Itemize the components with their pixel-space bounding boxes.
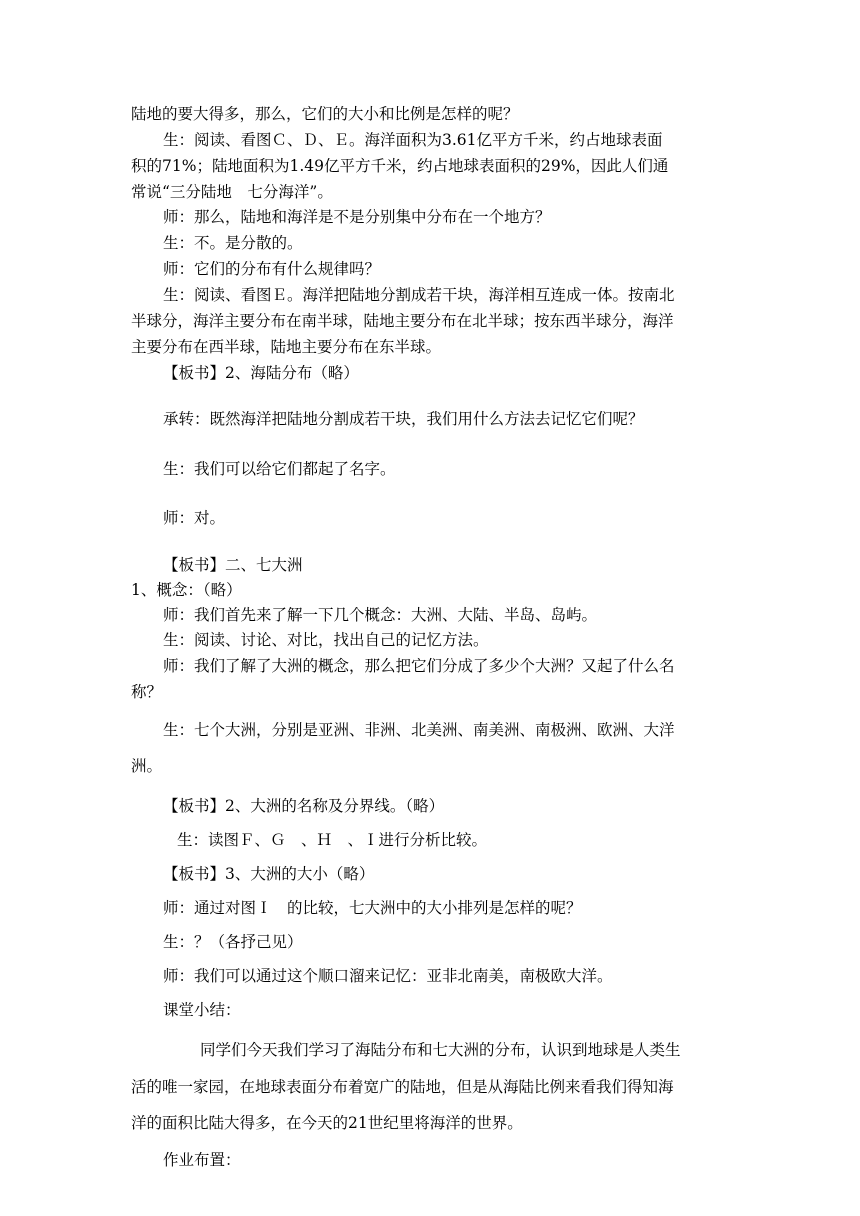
paragraph-line: 同学们今天我们学习了海陆分布和七大洲的分布，认识到地球是人类生: [200, 1041, 681, 1059]
board-note: 【板书】2、大洲的名称及分界线。（略）: [163, 797, 445, 815]
paragraph-line: 半球分，海洋主要分布在南半球，陆地主要分布在北半球；按东西半球分，海洋: [131, 312, 674, 330]
paragraph-line: 承转：既然海洋把陆地分割成若干块，我们用什么方法去记忆它们呢？: [163, 410, 644, 428]
paragraph-line: 师：那么，陆地和海洋是不是分别集中分布在一个地方？: [163, 208, 551, 226]
paragraph-line: 生：阅读、看图Ｃ、Ｄ、Ｅ。海洋面积为3.61亿平方千米，约占地球表面: [163, 131, 663, 149]
paragraph-line: 生：不。是分散的。: [163, 234, 303, 252]
paragraph-line: 生：我们可以给它们都起了名字。: [163, 460, 396, 478]
paragraph-line: 生：阅读、看图Ｅ。海洋把陆地分割成若干块，海洋相互连成一体。按南北: [163, 286, 675, 304]
paragraph-line: 师：通过对图Ｉ 的比较，七大洲中的大小排列是怎样的呢？: [163, 899, 582, 917]
paragraph-line: 陆地的要大得多，那么，它们的大小和比例是怎样的呢？: [131, 105, 519, 123]
paragraph-line: 活的唯一家园，在地球表面分布着宽广的陆地，但是从海陆比例来看我们得知海: [131, 1078, 674, 1096]
section-heading: 课堂小结：: [163, 1001, 241, 1019]
paragraph-line: 师：我们了解了大洲的概念，那么把它们分成了多少个大洲？又起了什么名: [163, 657, 675, 675]
paragraph-line: 洲。: [131, 757, 163, 775]
paragraph-line: 师：我们首先来了解一下几个概念：大洲、大陆、半岛、岛屿。: [163, 606, 598, 624]
paragraph-line: 师：我们可以通过这个顺口溜来记忆：亚非北南美，南极欧大洋。: [163, 967, 613, 985]
paragraph-line: 称？: [131, 683, 163, 701]
paragraph-line: 积的71%；陆地面积为1.49亿平方千米，约占地球表面积的29%，因此人们通: [131, 157, 669, 175]
paragraph-line: 1、概念：（略）: [131, 581, 242, 599]
paragraph-line: 生：七个大洲，分别是亚洲、非洲、北美洲、南美洲、南极洲、欧洲、大洋: [163, 721, 675, 739]
paragraph-line: 常说“三分陆地 七分海洋”。: [131, 183, 333, 201]
paragraph-line: 生：阅读、讨论、对比，找出自己的记忆方法。: [163, 631, 489, 649]
paragraph-line: 师：对。: [163, 509, 226, 527]
section-heading: 作业布置：: [163, 1151, 241, 1169]
board-note: 【板书】2、海陆分布（略）: [163, 364, 359, 382]
paragraph-line: 洋的面积比陆大得多，在今天的21世纪里将海洋的世界。: [131, 1114, 523, 1132]
paragraph-line: 主要分布在西半球，陆地主要分布在东半球。: [131, 338, 442, 356]
board-note: 【板书】3、大洲的大小（略）: [163, 865, 375, 883]
paragraph-line: 生：？（各抒己见）: [163, 933, 303, 951]
board-note: 【板书】二、七大洲: [163, 556, 303, 574]
paragraph-line: 生：读图Ｆ、Ｇ 、Ｈ 、Ｉ进行分析比较。: [177, 831, 488, 849]
paragraph-line: 师：它们的分布有什么规律吗？: [163, 260, 381, 278]
